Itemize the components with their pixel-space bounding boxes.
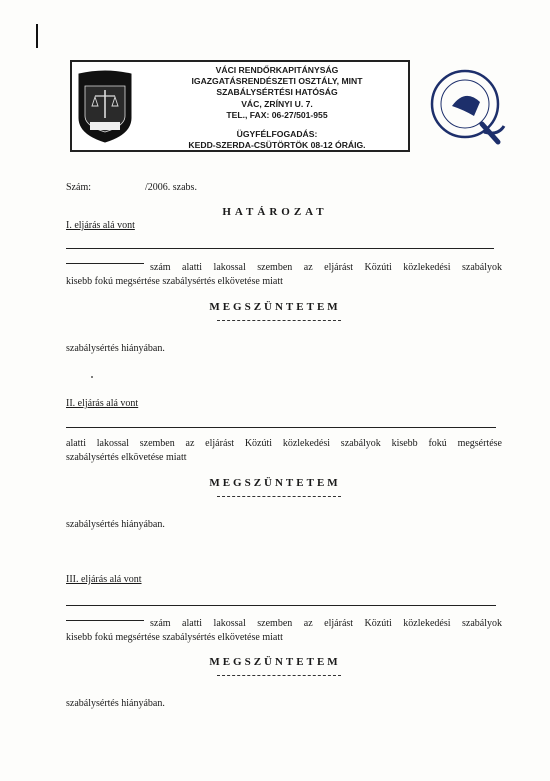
- section-text-first: szám alatti lakossal szemben az eljárást Közúti közlekedési szabályok: [150, 262, 502, 273]
- document-title: HATÁROZAT: [222, 206, 328, 218]
- section-text-line: [150, 617, 502, 631]
- address-blank-line: [66, 620, 144, 621]
- section-heading: II. eljárás alá vont: [66, 398, 139, 409]
- section-text-line: [66, 437, 502, 451]
- office-hours-title: ÜGYFÉLFOGADÁS:: [236, 129, 318, 140]
- section-heading: III. eljárás alá vont: [66, 574, 142, 585]
- section-heading: I. eljárás alá vont: [66, 220, 135, 231]
- police-badge-icon: [76, 68, 134, 144]
- decision-underline: [217, 320, 341, 321]
- header-line: VÁCI RENDŐRKAPITÁNYSÁG: [215, 65, 339, 75]
- decision-underline: [217, 496, 341, 497]
- section-text-line: [150, 261, 502, 275]
- section-text-second: kisebb fokú megsértése szabálysértés elkövetése miatt: [66, 632, 283, 643]
- reference-suffix: /2006. szabs.: [145, 182, 197, 193]
- header-line: IGAZGATÁSRENDÉSZETI OSZTÁLY, MINT: [191, 76, 363, 87]
- decision-reason: szabálysértés hiányában.: [66, 519, 165, 530]
- name-blank-line: [66, 427, 496, 428]
- letterhead-text: [150, 65, 404, 151]
- header-line: TEL., FAX: 06-27/501-955: [226, 109, 328, 120]
- section-text-first: szám alatti lakossal szemben az eljárást Közúti közlekedési szabályok: [150, 618, 502, 629]
- decision-heading: MEGSZÜNTETEM: [209, 477, 341, 489]
- address-blank-line: [66, 263, 144, 264]
- scan-speck: [91, 376, 93, 378]
- margin-mark: [36, 24, 38, 48]
- letterhead: [70, 60, 410, 152]
- section-text-second: szabálysértés elkövetése miatt: [66, 452, 187, 463]
- decision-underline: [217, 675, 341, 676]
- decision-heading: MEGSZÜNTETEM: [209, 656, 341, 668]
- decision-reason: szabálysértés hiányában.: [66, 698, 165, 709]
- name-blank-line: [66, 605, 496, 606]
- office-hours-days: KEDD-SZERDA-CSÜTÖRTÖK 08-12 ÓRÁIG.: [188, 140, 366, 151]
- header-line: VÁC, ZRÍNYI U. 7.: [241, 98, 313, 109]
- certification-seal-icon: [424, 66, 506, 148]
- section-text-second: kisebb fokú megsértése szabálysértés elkövetése miatt: [66, 276, 283, 287]
- name-blank-line: [66, 248, 494, 249]
- header-line: SZABÁLYSÉRTÉSI HATÓSÁG: [216, 87, 338, 98]
- section-text-first: alatti lakossal szemben az eljárást Közúti közlekedési szabályok kisebb fokú megsértése: [66, 438, 502, 449]
- decision-heading: MEGSZÜNTETEM: [209, 301, 341, 313]
- reference-label: Szám:: [66, 182, 91, 193]
- decision-reason: szabálysértés hiányában.: [66, 343, 165, 354]
